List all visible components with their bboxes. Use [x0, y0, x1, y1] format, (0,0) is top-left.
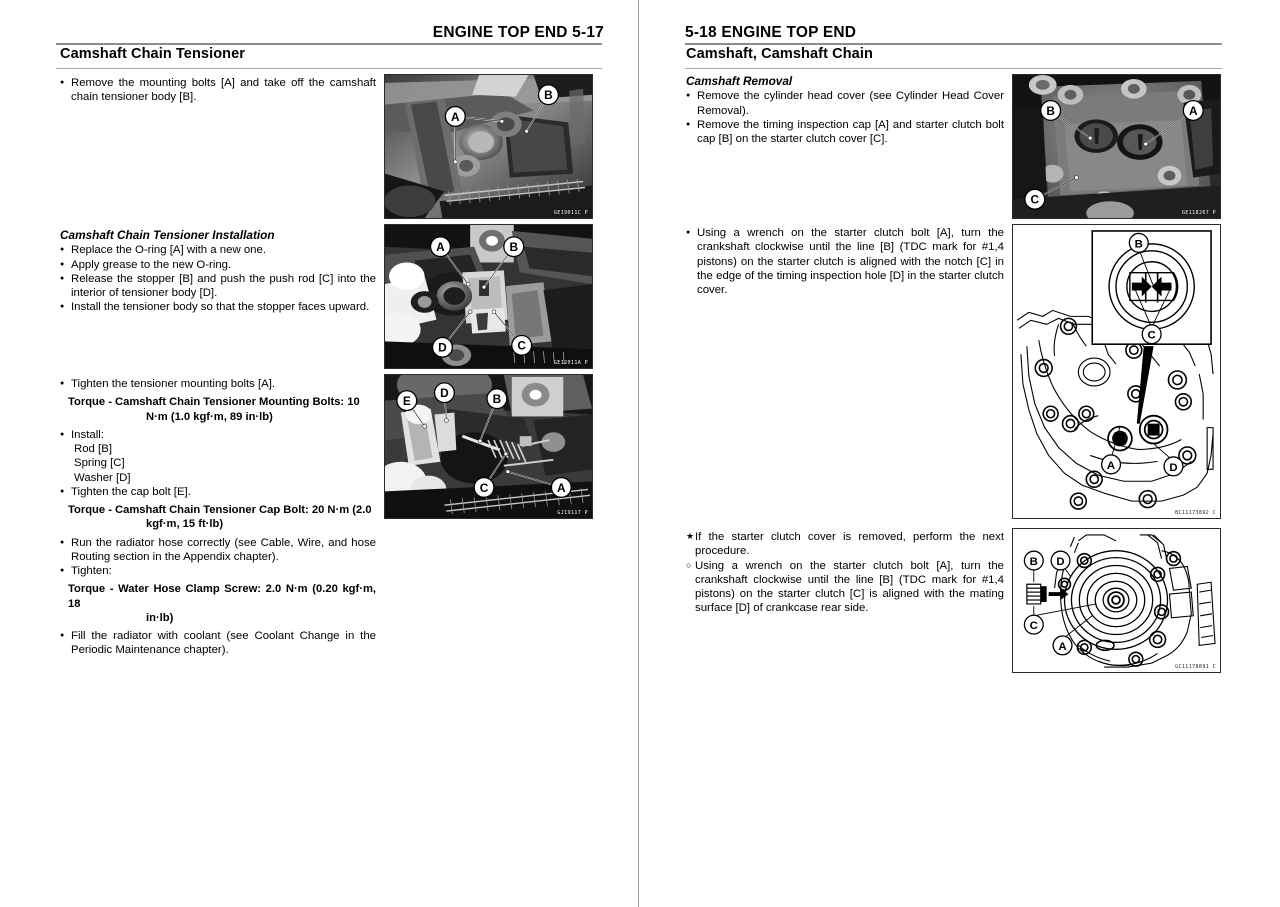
- figure-code: GE19011C P: [553, 210, 588, 216]
- photo-starter-clutch-cover-caps: [1012, 74, 1221, 219]
- figure-code: GJ19117 P: [557, 510, 588, 516]
- list-item: [60, 76, 376, 105]
- list-item: [60, 536, 376, 565]
- svg-text:E: E: [402, 394, 411, 409]
- list-item-text: Using a wrench on the starter clutch bolt [A], turn the crankshaft clockwise until the line [B] (TDC mark for #1,4 pistons) on the starter clutch [C] is aligned with the mating surface [D] of crankcase rear side.: [695, 559, 1004, 615]
- left-running-head: ENGINE TOP END 5-17: [432, 24, 604, 41]
- list-item: [60, 300, 376, 314]
- bullet-dot-icon: [60, 377, 71, 393]
- bullet-dot-icon: [60, 300, 71, 316]
- figure-canvas: [385, 225, 592, 368]
- svg-text:B: B: [1046, 103, 1055, 118]
- svg-text:D: D: [440, 386, 449, 401]
- callout-B: [504, 237, 524, 257]
- list-item: [686, 559, 1004, 616]
- left-page: [0, 0, 638, 907]
- list-item: [60, 258, 376, 272]
- left-section-title: Camshaft Chain Tensioner: [60, 46, 246, 62]
- svg-text:B: B: [544, 88, 553, 103]
- list-item: [60, 485, 376, 499]
- figure-code: BC11173892 C: [1175, 510, 1216, 516]
- callout-A: [431, 237, 451, 257]
- right-section-title: Camshaft, Camshaft Chain: [686, 46, 873, 62]
- svg-text:A: A: [1058, 640, 1067, 653]
- figure-code: GC11178891 C: [1175, 664, 1216, 670]
- svg-text:A: A: [451, 109, 460, 124]
- callout-B: [1041, 101, 1061, 121]
- subsection-heading: Camshaft Chain Tensioner Installation: [60, 228, 275, 242]
- install-item: Spring [C]: [74, 457, 125, 470]
- torque-value-cont: N·m (1.0 kgf·m, 89 in·lb): [146, 410, 273, 423]
- list-item: [60, 243, 376, 257]
- list-item: [686, 226, 1004, 297]
- list-item-text: Install:: [71, 428, 104, 441]
- circle-bullet-icon: [686, 559, 695, 573]
- callout-B: [1024, 551, 1043, 570]
- drawing-timing-inspection-hole-alignment: [1012, 224, 1221, 519]
- svg-text:D: D: [1169, 461, 1178, 474]
- right-page: [639, 0, 1280, 907]
- list-item: [60, 272, 376, 301]
- list-item: [60, 629, 376, 658]
- list-item-text: Install the tensioner body so that the stopper faces upward.: [71, 301, 370, 314]
- svg-text:C: C: [1147, 329, 1156, 342]
- bullet-dot-icon: [686, 226, 697, 242]
- list-item-text: If the starter clutch cover is removed, perform the next procedure.: [695, 531, 1004, 558]
- right-running-head: 5-18 ENGINE TOP END: [685, 24, 857, 41]
- callout-C: [1142, 325, 1161, 344]
- left-text-block-2: [60, 228, 376, 315]
- figure-canvas: [385, 75, 592, 218]
- svg-text:B: B: [509, 240, 519, 255]
- list-item: [60, 564, 376, 578]
- right-section-rule: [685, 68, 1222, 69]
- torque-label: Torque - Camshaft Chain Tensioner Mounting Bolts:: [68, 396, 345, 409]
- svg-text:B: B: [1134, 238, 1143, 251]
- callout-D: [435, 383, 455, 403]
- torque-label: Torque - Camshaft Chain Tensioner Cap Bolt:: [68, 504, 309, 517]
- svg-text:D: D: [438, 340, 447, 355]
- torque-value: 20 N·m (2.0: [311, 504, 372, 517]
- right-head-rule: [685, 43, 1222, 45]
- photo-tensioner-mounting-bolts: [384, 74, 593, 219]
- list-item-text: Tighten:: [71, 565, 112, 578]
- bullet-dot-icon: [60, 564, 71, 580]
- svg-text:C: C: [479, 480, 489, 495]
- svg-text:C: C: [1030, 192, 1040, 207]
- list-item: [686, 89, 1004, 118]
- list-item-text: Apply grease to the new O-ring.: [71, 258, 232, 271]
- install-item: Rod [B]: [74, 443, 112, 455]
- figure-canvas: [385, 375, 592, 518]
- list-item-text: Remove the timing inspection cap [A] and starter clutch bolt cap [B] on the starter clutch cover [C].: [697, 118, 1004, 146]
- svg-text:A: A: [436, 240, 445, 255]
- svg-text:C: C: [517, 338, 526, 353]
- left-section-rule: [56, 68, 602, 69]
- figure-code: GE12011A P: [553, 360, 588, 366]
- svg-text:A: A: [557, 480, 566, 495]
- bullet-dot-icon: [60, 76, 71, 92]
- install-item: Washer [D]: [74, 471, 131, 484]
- bullet-dot-icon: [60, 629, 71, 645]
- list-item-text: Release the stopper [B] and push the push rod [C] into the interior of tensioner body [D].: [71, 272, 376, 300]
- callout-D: [433, 337, 453, 357]
- bullet-dot-icon: [60, 272, 71, 288]
- list-item: [686, 118, 1004, 147]
- figure-code: GE118267 P: [1181, 210, 1216, 216]
- svg-text:A: A: [1106, 459, 1116, 472]
- list-item: [60, 377, 376, 391]
- list-item-text: Using a wrench on the starter clutch bolt [A], turn the crankshaft clockwise until the line [B] (TDC mark for #1,4 pistons) on the starter clutch is aligned with the notch [C] in the edge of the timing inspection hole [D] in the starter clutch cover.: [697, 227, 1004, 297]
- callout-A: [445, 107, 465, 127]
- left-text-block-3: [60, 377, 376, 658]
- left-text-block-1: [60, 76, 376, 105]
- figure-canvas: [1013, 225, 1220, 518]
- callout-B: [487, 389, 507, 409]
- callout-C: [1025, 189, 1045, 209]
- bullet-dot-icon: [60, 536, 71, 552]
- list-item-text: Remove the cylinder head cover (see Cylinder Head Cover Removal).: [697, 90, 1004, 117]
- svg-text:B: B: [492, 392, 502, 407]
- right-text-block-2: [686, 226, 1004, 297]
- callout-B: [1129, 233, 1148, 252]
- right-text-block-3: [686, 530, 1004, 616]
- callout-A: [551, 478, 571, 498]
- callout-B: [539, 85, 559, 105]
- drawing-starter-clutch-mating-surface: [1012, 528, 1221, 673]
- torque-value: 2.0 N·m (0.20 kgf·m, 18: [68, 583, 377, 610]
- star-bullet-icon: [686, 530, 695, 544]
- torque-value: 10: [347, 396, 360, 409]
- torque-spec-2: [60, 503, 376, 531]
- callout-C: [512, 335, 532, 355]
- callout-C: [474, 478, 494, 498]
- callout-D: [1164, 457, 1183, 476]
- figure-canvas: [1013, 529, 1220, 672]
- callout-C: [1024, 615, 1043, 634]
- svg-text:A: A: [1188, 103, 1198, 118]
- callout-E: [397, 391, 417, 411]
- callout-A: [1102, 455, 1121, 474]
- list-item-text: Remove the mounting bolts [A] and take off the camshaft chain tensioner body [B].: [71, 77, 376, 104]
- photo-tensioner-cap-bolt-spring: [384, 374, 593, 519]
- list-item-text: Tighten the cap bolt [E].: [71, 485, 191, 498]
- bullet-dot-icon: [60, 428, 71, 444]
- bullet-dot-icon: [686, 118, 697, 134]
- callout-D: [1051, 551, 1070, 570]
- bullet-dot-icon: [686, 89, 697, 105]
- bullet-dot-icon: [60, 485, 71, 501]
- right-text-block-1: [686, 74, 1004, 146]
- svg-text:D: D: [1056, 556, 1065, 568]
- callout-A: [1183, 101, 1203, 121]
- list-item-text: Fill the radiator with coolant (see Coolant Change in the Periodic Maintenance chapter).: [71, 630, 376, 657]
- left-head-rule: [56, 43, 602, 45]
- list-item: [686, 530, 1004, 559]
- torque-value-cont: kgf·m, 15 ft·lb): [146, 518, 224, 531]
- list-item: [60, 428, 376, 442]
- list-item-text: Run the radiator hose correctly (see Cable, Wire, and hose Routing section in the Appendix chapter).: [71, 536, 376, 563]
- figure-canvas: [1013, 75, 1220, 218]
- photo-tensioner-oring-stopper: [384, 224, 593, 369]
- subsection-heading: Camshaft Removal: [686, 74, 793, 88]
- svg-text:C: C: [1029, 620, 1038, 633]
- callout-A: [1053, 636, 1072, 655]
- torque-spec-1: [60, 395, 376, 423]
- list-item-text: Replace the O-ring [A] with a new one.: [71, 244, 267, 257]
- torque-value-cont: in·lb): [146, 611, 174, 624]
- torque-label: Torque - Water Hose Clamp Screw:: [68, 583, 261, 596]
- svg-text:B: B: [1029, 556, 1038, 568]
- torque-spec-3: [60, 582, 376, 625]
- list-item-text: Tighten the tensioner mounting bolts [A].: [71, 378, 276, 390]
